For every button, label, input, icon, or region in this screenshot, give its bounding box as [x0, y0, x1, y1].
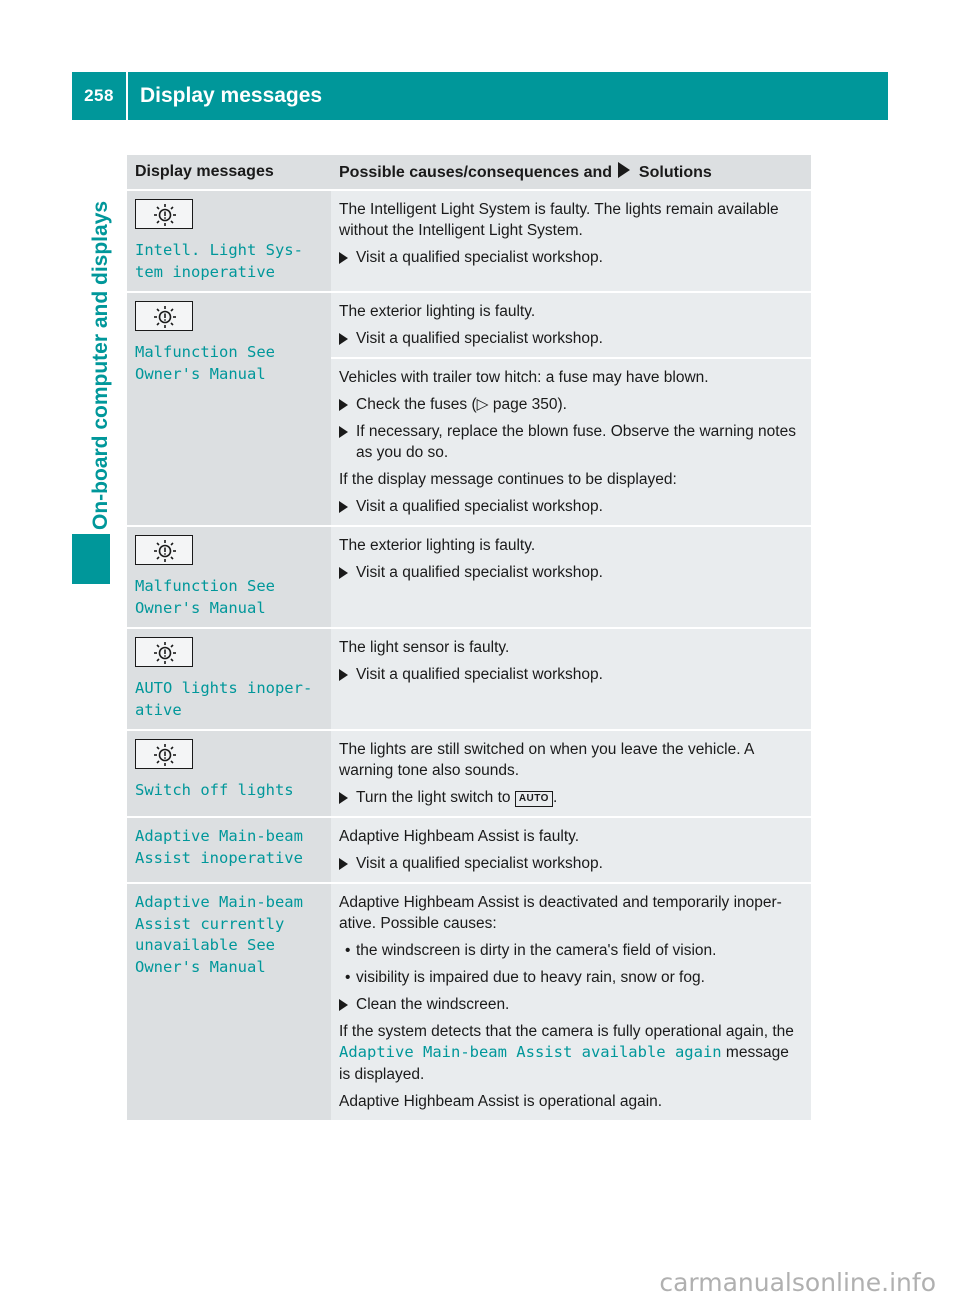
display-message: Adaptive Main-beam Assist inoperative: [135, 827, 303, 867]
cause-text: Vehicles with trailer tow hitch: a fuse may have blown.: [339, 369, 709, 386]
watermark: carmanualsonline.info: [659, 1268, 936, 1297]
auto-light-switch-icon: AUTO: [515, 791, 553, 807]
display-message: Adaptive Main-beam Assist currently unavailable See Owner's Manual: [135, 893, 303, 976]
table-row: [127, 730, 811, 817]
triangle-arrow-icon: [339, 858, 348, 870]
exterior-light-warning-icon: [135, 739, 193, 769]
display-message: Intell. Light Sys- tem inoperative: [135, 241, 303, 281]
exterior-light-warning-icon: [135, 199, 193, 229]
table-row: [127, 817, 811, 883]
display-message: Malfunction See Owner's Manual: [135, 577, 275, 617]
cause-text: Adaptive Highbeam Assist is faulty.: [339, 828, 580, 845]
cause-bullet: • visibility is impaired due to heavy rain, snow or fog.: [345, 969, 705, 986]
cause-bullet: • the windscreen is dirty in the camera's field of vision.: [345, 942, 717, 959]
inline-display-message: Adaptive Main-beam Assist available again: [339, 1043, 722, 1061]
cause-text: The lights are still switched on when you leave the vehicle. A warning tone also sounds.: [339, 741, 754, 779]
table-row: [127, 190, 811, 292]
triangle-arrow-icon: [339, 399, 348, 411]
side-tab-marker: [72, 534, 110, 584]
table-row: [127, 628, 811, 730]
triangle-arrow-icon: [618, 162, 630, 178]
triangle-arrow-icon: [339, 501, 348, 513]
solution-step: Visit a qualified specialist workshop.: [339, 328, 803, 349]
table-row: [127, 292, 811, 358]
side-tab-label: On-board computer and displays: [89, 200, 112, 530]
col-header-solutions: Possible causes/consequences and Solutions: [331, 155, 811, 190]
cause-text: If the display message continues to be displayed:: [339, 471, 677, 488]
triangle-arrow-icon: [339, 567, 348, 579]
cause-text: Adaptive Highbeam Assist is operational again.: [339, 1092, 663, 1110]
exterior-light-warning-icon: [135, 535, 193, 565]
cause-text: The light sensor is faulty.: [339, 639, 510, 656]
exterior-light-warning-icon: [135, 301, 193, 331]
solution-step: Visit a qualified specialist workshop.: [339, 664, 803, 685]
display-messages-table: [127, 155, 811, 1122]
solution-step: Visit a qualified specialist workshop.: [339, 496, 803, 517]
solution-step: Visit a qualified specialist workshop.: [339, 562, 803, 583]
triangle-arrow-icon: [339, 252, 348, 264]
triangle-arrow-icon: [339, 999, 348, 1011]
display-message: AUTO lights inoper- ative: [135, 679, 313, 719]
cause-text: The Intelligent Light System is faulty. The lights remain available without the Intelligent Light System.: [339, 201, 779, 239]
solution-step: Visit a qualified specialist workshop.: [339, 247, 803, 268]
col-header-messages: Display messages: [127, 155, 331, 190]
solution-step: If necessary, replace the blown fuse. Observe the warning notes as you do so.: [339, 421, 803, 463]
display-message: Malfunction See Owner's Manual: [135, 343, 275, 383]
cause-text: Adaptive Highbeam Assist is deactivated and temporarily inoper- ative. Possible causes:: [339, 894, 782, 932]
page-number: 258: [72, 72, 126, 120]
page-header-title: Display messages: [128, 72, 888, 120]
triangle-arrow-icon: [339, 792, 348, 804]
table-row: [127, 883, 811, 1121]
display-message: Switch off lights: [135, 781, 294, 799]
triangle-arrow-icon: [339, 333, 348, 345]
triangle-arrow-icon: [339, 669, 348, 681]
solution-step: Turn the light switch to AUTO .: [339, 787, 803, 808]
solution-step: Clean the windscreen.: [339, 994, 803, 1015]
cause-text: The exterior lighting is faulty.: [339, 537, 536, 554]
cause-text: If the system detects that the camera is fully operational again, the Adaptive Main-beam Assist available again message is displayed.: [339, 1023, 794, 1083]
exterior-light-warning-icon: [135, 637, 193, 667]
solution-step: Visit a qualified specialist workshop.: [339, 853, 803, 874]
solution-step: Check the fuses (▷ page 350).: [339, 394, 803, 415]
table-row: [127, 526, 811, 628]
cause-text: The exterior lighting is faulty.: [339, 303, 536, 320]
triangle-arrow-icon: [339, 426, 348, 438]
